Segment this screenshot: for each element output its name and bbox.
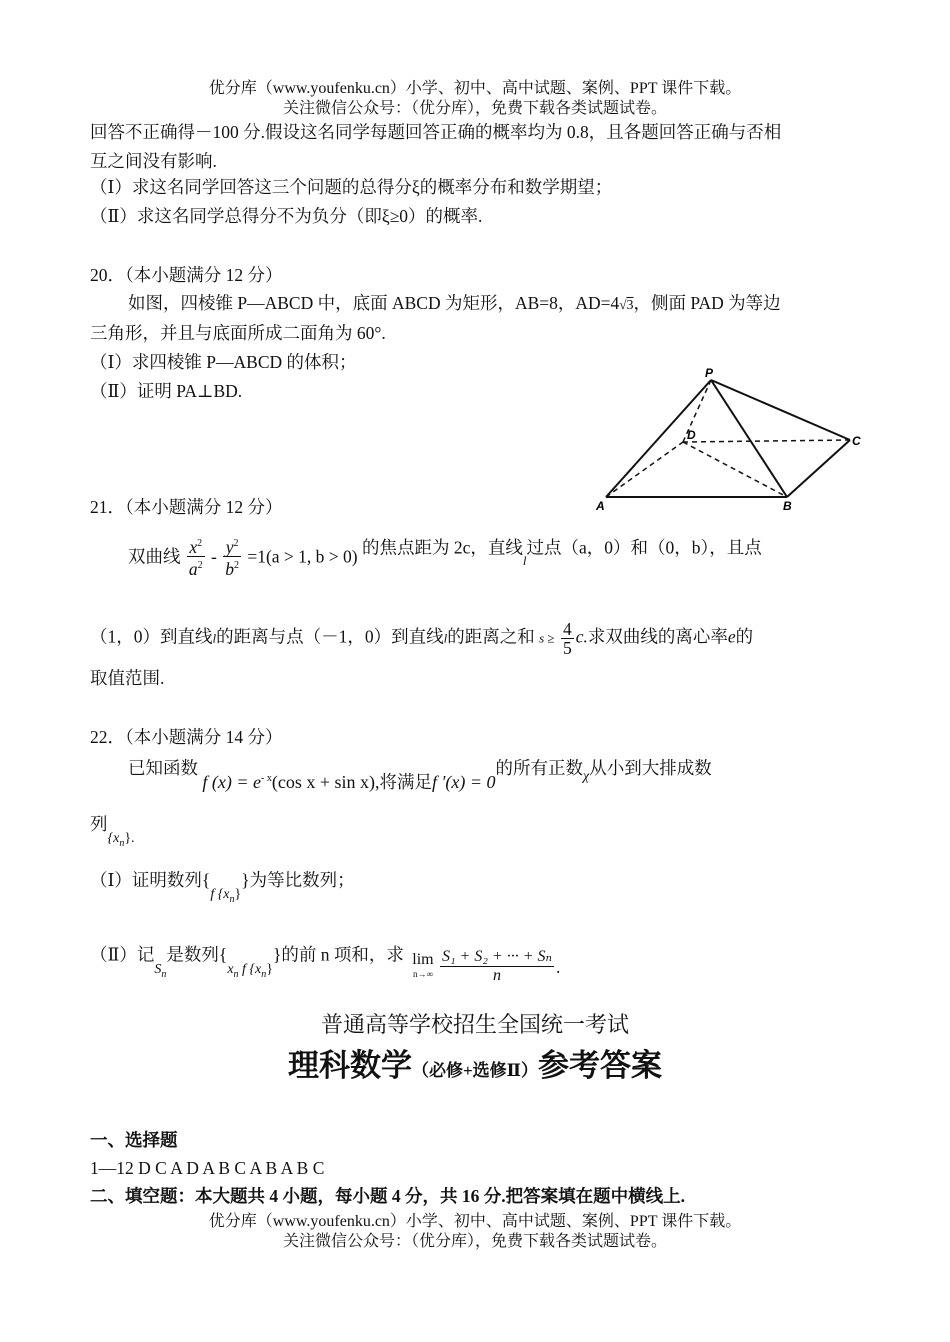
- q20-part1: （Ⅰ）求四棱锥 P—ABCD 的体积；: [90, 352, 357, 372]
- page-footer-line2: 关注微信公众号：（优分库），免费下载各类试题试卷。: [282, 1233, 667, 1250]
- pyramid-figure: [590, 365, 870, 515]
- q22-text-line2: 列$\{x_n\}$.: [90, 814, 135, 849]
- page-header-line2: 关注微信公众号：（优分库），免费下载各类试题试卷。: [282, 100, 667, 117]
- answers-title: 理科数学（必修+选修Ⅱ）参考答案: [287, 1048, 662, 1083]
- frac-y2-b2: $\frac{y^2}{b^2}$: [225, 537, 239, 579]
- q19-text-line2: 互之间没有影响.: [90, 151, 217, 171]
- label-c: C: [852, 434, 861, 448]
- q19-text-line1: 回答不正确得－100 分.假设这名同学每题回答正确的概率均为 0.8，且各题回答正确与否相: [90, 122, 782, 142]
- q19-part2: （Ⅱ）求这名同学总得分不为负分（即ξ≥0）的概率.: [90, 206, 483, 226]
- q22-part2: （Ⅱ）记$S_n$是数列{$x_n$ f $\{x_n\}$}的前 n 项和，求 lim n→∞ $\frac{\text{S₁ + S₂ + ··· + Sₙ}}{n}$ .: [90, 944, 561, 984]
- q21-text-line1: 双曲线 $\frac{x^2}{a^2}$ - $\frac{y^2}{b^2}$ =1(a > 1, b > 0) 的焦点距为 2c，直线$_l$过点（a，0）和（0，b），且点: [128, 537, 762, 579]
- answers-subtitle: 普通高等学校招生全国统一考试: [320, 1012, 629, 1037]
- q20-text-line2: 三角形，并且与底面所成二面角为 60°.: [90, 323, 386, 343]
- edge-bc: [787, 440, 850, 497]
- q20-title: 20．（本小题满分 12 分）: [90, 265, 283, 285]
- q22-title: 22．（本小题满分 14 分）: [90, 727, 283, 747]
- section-choice-heading: 一、选择题: [90, 1130, 178, 1150]
- frac-4-5: $\frac{4}{5}$: [562, 619, 572, 658]
- lim-operator: lim n→∞: [412, 950, 434, 979]
- q22-text-line1: 已知函数 f $(x) = e^{- x}(\cos$ x + sin x),将满足f ′(x) = 0的所有正数χ从小到大排成数: [128, 758, 712, 792]
- q21-title: 21．（本小题满分 12 分）: [90, 497, 283, 517]
- q21-text-line3: 取值范围.: [90, 668, 165, 688]
- edge-pc: [711, 380, 850, 440]
- q20-text-line1: 如图，四棱锥 P—ABCD 中，底面 ABCD 为矩形，AB=8，AD=4√3，侧面 PAD 为等边: [128, 293, 781, 313]
- page-header-line1: 优分库（www.youfenku.cn）小学、初中、高中试题、案例、PPT 课件下载。: [208, 80, 742, 97]
- frac-sum-over-n: $\frac{\text{S₁ + S₂ + ··· + Sₙ}}{n}$: [441, 948, 552, 984]
- label-a: A: [596, 499, 605, 513]
- edge-ad: [606, 442, 683, 497]
- q22-part1: （Ⅰ）证明数列{f $\{x_n\}$}为等比数列；: [90, 870, 355, 905]
- q21-text-line2: （1，0）到直线l的距离与点（－1，0）到直线l的距离之和 s ≥ $\frac{4}{5}$ c.求双曲线的离心率e的: [90, 619, 754, 658]
- label-d: D: [687, 428, 696, 442]
- edge-pb: [711, 380, 787, 497]
- section-fill-heading: 二、填空题：本大题共 4 小题，每小题 4 分，共 16 分.把答案填在题中横线上.: [90, 1186, 685, 1206]
- q19-part1: （Ⅰ）求这名同学回答这三个问题的总得分ξ的概率分布和数学期望；: [90, 177, 613, 197]
- choice-answers: 1—12 D C A D A B C A B A B C: [90, 1158, 325, 1178]
- edge-db: [683, 442, 787, 497]
- frac-x2-a2: $\frac{x^2}{a^2}$: [188, 537, 203, 579]
- label-p: P: [705, 366, 714, 380]
- edge-dc: [683, 440, 850, 442]
- label-b: B: [783, 499, 792, 513]
- page-footer-line1: 优分库（www.youfenku.cn）小学、初中、高中试题、案例、PPT 课件下载。: [208, 1213, 742, 1230]
- q20-part2: （Ⅱ）证明 PA⊥BD.: [90, 381, 243, 401]
